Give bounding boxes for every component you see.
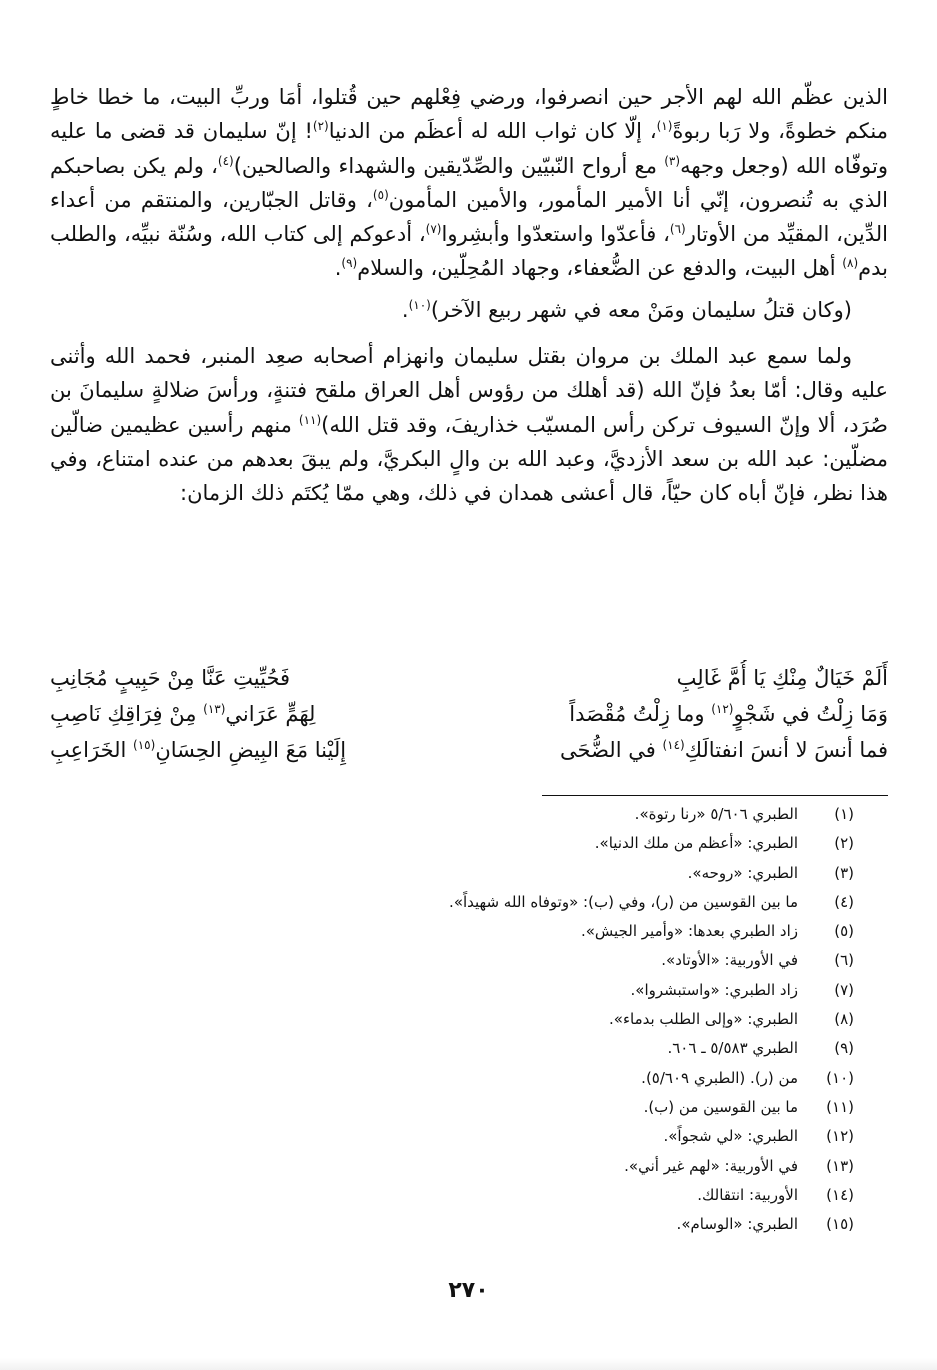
text-run: . [334,256,342,281]
scan-edge [0,1358,937,1370]
verse-first-half [518,732,888,768]
poem-verse [50,660,888,696]
text-run: ، إلّا كان ثواب الله له أعظَم من الدنيا [328,119,657,144]
verse-first-half [518,660,888,696]
footnote [50,800,854,829]
footnote-text: ما بين القوسين من (ر)، وفي (ب): «وتوفاه الله شهيداً». [449,892,798,911]
footnote-number: (٤) [834,892,854,911]
text-run: ، ولم يكن بصاحبكم الذي به تُنصرون، إنّي أنا الأمير المأمور، والأمين المأمون [50,153,888,212]
footnote-ref[interactable]: (٥) [372,187,389,202]
footnote-number: (٥) [834,922,854,941]
verse-text: فما أنسَ لا أنسَ انفتالَكِ [684,738,888,762]
page-number: ٢٧٠ [448,1278,489,1303]
footnote-ref[interactable]: (١١) [298,412,322,427]
footnote-ref[interactable]: (٩) [341,256,358,271]
footnote-number: (١٥) [826,1215,854,1234]
footnote [50,1152,854,1181]
text-run: منهم رأسين عظيمين ضالّين مضلّين: عبد الله بن سعد الأزديَّ، وعبد الله بن والٍ البكريَّ، ولم يبقَ بعدهم من عنده امتناع، وفي هذا نظر، فإنّ أباه كان حيّاً، قال أعشى همدان في ذلك، وهي ممّا يُكتَم ذلك الزمان: [50,412,888,506]
footnote-separator [542,795,888,796]
footnote-ref[interactable]: (١) [656,119,673,134]
footnote [50,976,854,1005]
footnote [50,888,854,917]
verse-second-half [50,732,420,768]
footnote [50,946,854,975]
footnote-ref[interactable]: (١٢) [711,702,734,716]
footnote-number: (١٠) [826,1068,854,1087]
footnote [50,917,854,946]
verse-text: وما زِلْتُ مُقْصَداً [569,702,712,726]
verse-text: إِلَيْنا مَعَ البِيضِ الحِسَانِ [155,738,347,762]
footnote-text: في الأوربية: «لهم غير أني». [624,1156,798,1175]
footnotes [50,800,854,1239]
footnote-text: زاد الطبري بعدها: «وأمير الجيش». [580,922,798,941]
footnote-ref[interactable]: (١٤) [662,738,685,752]
paragraph-abdulmalik [50,339,888,510]
footnote-number: (٦) [834,951,854,970]
footnote-number: (٩) [834,1039,854,1058]
footnote-text: الطبري ٥/٦٠٦ «رنا رتوة». [634,805,798,823]
verse-text: فَحُيِّيتِ عَنَّا مِنْ حَبِيبٍ مُجَانِبِ [50,666,291,690]
footnote-text: ما بين القوسين من (ب). [643,1097,798,1116]
text-run: (وكان قتلُ سليمان ومَنْ معه في شهر ربيع الآخر) [430,297,852,322]
footnote-ref[interactable]: (٦) [669,222,686,237]
footnote-number: (١) [834,805,854,823]
text-run: ، وقاتل الجبّارين، والمنتقم من أعداء الدِّين، المقيِّد من الأوتار [50,187,888,247]
verse-text: في الضُّحَى [560,738,663,762]
footnote-number: (١٤) [826,1185,854,1204]
main-text [50,80,888,511]
poem-verse [50,732,888,768]
footnote-text: الطبري: «لي شجواً». [663,1127,798,1146]
verse-first-half [518,696,888,732]
footnote [50,1034,854,1063]
footnote [50,859,854,888]
footnote-ref[interactable]: (٨) [842,256,859,271]
text-run: ! إنّ سليمان قد قضى ما عليه وتوفّاه الله (وجعل وجهه [50,119,889,178]
verse-text: لِهَمٍّ عَرَاني [225,702,316,726]
footnote-number: (١١) [826,1097,854,1116]
footnote-number: (٧) [834,980,854,999]
footnote-number: (٣) [834,863,854,882]
footnote [50,1005,854,1034]
footnote [50,1210,854,1239]
verse-second-half [50,696,420,732]
footnote-ref[interactable]: (٧) [425,222,442,237]
footnote-ref[interactable]: (٤) [217,153,234,168]
footnote-ref[interactable]: (٣) [664,153,681,168]
footnote [50,1122,854,1151]
footnote-text: زاد الطبري: «واستبشروا». [630,980,798,999]
footnote [50,1093,854,1122]
footnote-ref[interactable]: (٢) [312,119,329,134]
text-run: ولما سمع عبد الملك بن مروان بقتل سليمان وانهزام أصحابه صعِد المنبر، فحمد الله وأثنى عليه وقال: أمّا بعدُ فإنّ الله (قد أهلك من رؤوس أهل العراق ملقح فتنةٍ، ورأسَ ضلالةٍ سليمانَ بن صُرَد، ألا وإنّ السيوف تركن رأس المسيّب خذاريفَ، وقد قتل الله) [50,344,888,437]
footnote [50,1064,854,1093]
verse-text: وَمَا زِلْتُ في شَجْوٍ [733,702,888,726]
footnote-number: (١٣) [826,1156,854,1175]
footnote-ref[interactable]: (١٥) [133,738,156,752]
verse-second-half [50,660,420,696]
footnote-text: في الأوربية: «الأوتاد». [661,951,798,970]
footnote [50,829,854,858]
text-run: أهل البيت، والدفع عن الضُّعفاء، وجهاد المُحِلّين، والسلام [357,256,843,281]
text-run: ، فأعدّوا واستعدّوا وأبشِروا [441,222,670,247]
footnote-number: (١٢) [826,1127,854,1146]
verse-text: الخَرَاعِبِ [50,738,134,762]
text-run: ، أدعوكم إلى كتاب الله، وسُنّة نبيِّه، والطلب بدم [50,222,888,281]
text-run: الذين عظّم الله لهم الأجر حين انصرفوا، ورضي فِعْلهم حين قُتلوا، أمَا وربِّ البيت، ما خطا خاطٍ منكم خطوةً، ولا رَبا ربوةً [50,85,888,144]
footnote-text: الطبري: «الوسام». [676,1215,798,1234]
text-run: مع أرواح النّبيّين والصِّدّيقين والشهداء والصالحين) [233,153,665,178]
paragraph-date [50,293,888,327]
footnote [50,1181,854,1210]
footnote-text: الأوربية: انتقالك. [697,1185,798,1204]
poem [50,660,888,768]
footnote-number: (٨) [834,1010,854,1029]
poem-verse [50,696,888,732]
footnote-ref[interactable]: (١٣) [203,702,226,716]
verse-text: أَلَمْ خَيَالٌ مِنْكِ يَا أُمَّ غَالِبِ [676,666,888,690]
footnote-text: الطبري: «روحه». [687,863,798,882]
footnote-ref[interactable]: (١٠) [408,297,431,312]
text-run: . [401,297,409,322]
footnote-text: الطبري: «وإلى الطلب بدماء». [609,1010,798,1029]
paragraph-speech [50,80,888,286]
footnote-text: من (ر). (الطبري ٥/٦٠٩). [641,1068,798,1087]
footnote-number: (٢) [834,834,854,853]
footnote-text: الطبري: «أعظم من ملك الدنيا». [594,834,798,853]
footnote-text: الطبري ٥/٥٨٣ ـ ٦٠٦. [667,1039,798,1058]
verse-text: مِنْ فِرَاقِكِ نَاصِبِ [50,702,204,726]
